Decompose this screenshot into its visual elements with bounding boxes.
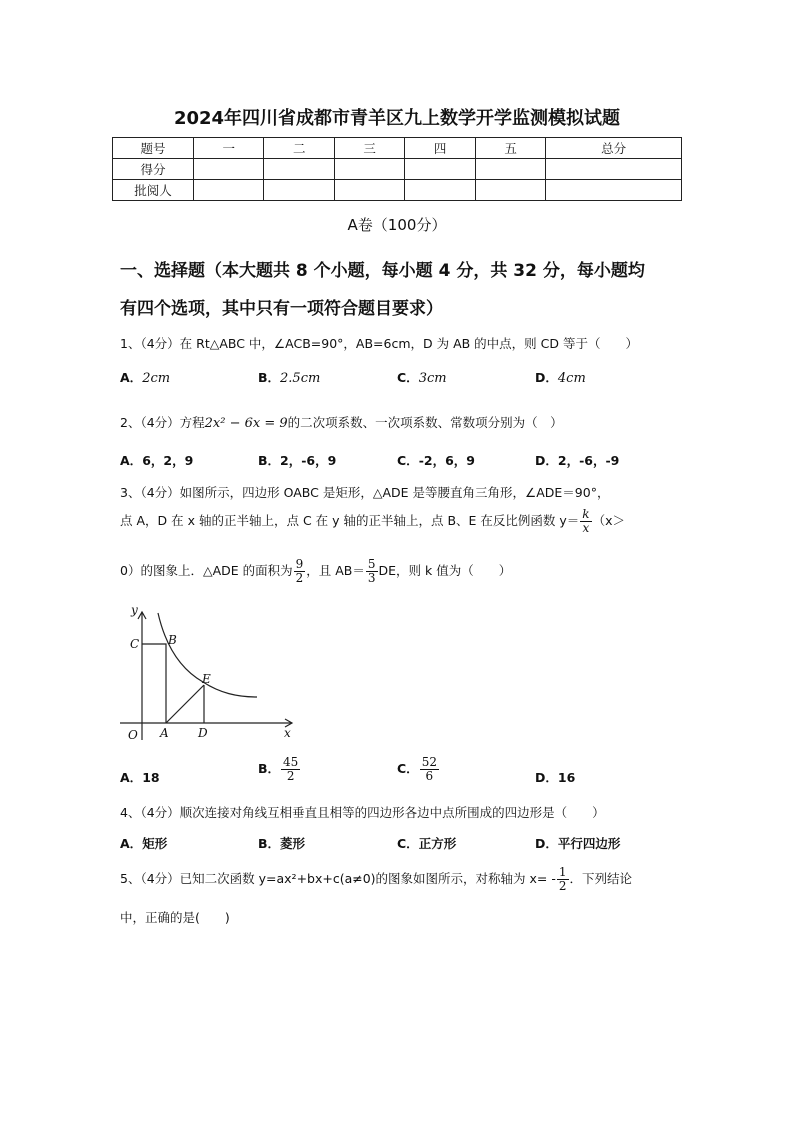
table-cell: 批阅人	[113, 180, 194, 201]
frac-den: x	[582, 521, 590, 535]
score-table-row	[113, 180, 682, 201]
fraction-5-over-3	[366, 558, 378, 585]
question-5-line1	[120, 866, 632, 893]
question-3-line2	[120, 508, 625, 535]
section-heading-line1: 一、选择题（本大题共 8 个小题，每小题 4 分，共 32 分，每小题均	[120, 261, 645, 281]
table-cell	[405, 159, 475, 180]
q1-option-b	[258, 368, 320, 386]
option-value: 矩形	[142, 836, 168, 851]
question-4: 4、（4分）顺次连接对角线互相垂直且相等的四边形各边中点所围成的四边形是（ ）	[120, 805, 605, 820]
q2-equation: 2x² − 6x = 9	[204, 416, 288, 431]
frac-num: 5	[367, 557, 376, 571]
table-cell	[546, 180, 682, 201]
segment-ae	[166, 685, 204, 723]
q1-option-c	[397, 368, 447, 386]
option-label: C．	[397, 836, 419, 851]
q2-suffix: 的二次项系数、一次项系数、常数项分别为（ ）	[287, 415, 563, 430]
q5-line1-text: 5、（4分）已知二次函数 y=ax²+bx+c(a≠0)的图象如图所示，对称轴为 x= -	[120, 871, 556, 886]
fraction-45-over-2	[281, 756, 300, 783]
option-label: A．	[120, 836, 143, 851]
frac-num: 9	[295, 557, 304, 571]
label-e: E	[202, 672, 211, 686]
table-cell: 总分	[546, 138, 682, 159]
table-cell: 四	[405, 138, 475, 159]
label-y: y	[131, 603, 138, 617]
fraction-1-over-2	[557, 866, 569, 893]
option-label: C．	[397, 370, 419, 385]
option-label: D．	[535, 836, 558, 851]
option-value: 16	[557, 770, 576, 785]
frac-num: k	[582, 507, 590, 521]
q1-option-d	[535, 368, 586, 386]
option-value: 2cm	[142, 371, 171, 386]
question-2	[120, 413, 563, 431]
option-value: 菱形	[280, 836, 306, 851]
label-d: D	[198, 726, 208, 740]
q3-option-b	[258, 756, 301, 783]
q5-line1-tail: ．下列结论	[569, 871, 633, 886]
label-o: O	[128, 728, 138, 742]
section-heading-line2: 有四个选项，其中只有一项符合题目要求）	[120, 299, 443, 319]
q3-line3-tail: DE，则 k 值为（ ）	[378, 563, 512, 578]
q1-option-a	[120, 368, 170, 386]
frac-num: 52	[421, 755, 437, 769]
q4-option-c	[397, 834, 456, 852]
option-value: 6，2，9	[142, 453, 194, 468]
table-cell	[475, 159, 545, 180]
question-1: 1、（4分）在 Rt△ABC 中，∠ACB=90°，AB=6cm，D 为 AB 的中点，则 CD 等于（ ）	[120, 336, 638, 351]
q2-option-d	[535, 451, 619, 469]
fraction-52-over-6	[420, 756, 439, 783]
q3-option-d	[535, 768, 575, 786]
option-value: 18	[142, 770, 160, 785]
option-label: D．	[535, 453, 558, 468]
score-table-row	[113, 159, 682, 180]
label-c: C	[130, 637, 140, 651]
option-label: B．	[258, 453, 281, 468]
score-table-header-row	[113, 138, 682, 159]
option-value: 3cm	[418, 371, 447, 386]
option-value: 2，-6，9	[280, 453, 337, 468]
option-value: 2.5cm	[280, 371, 321, 386]
section-a-title: A卷（100分）	[347, 216, 447, 234]
label-x: x	[284, 726, 291, 740]
option-label: D．	[535, 770, 558, 785]
q3-line3-text: 0）的图象上．△ADE 的面积为	[120, 563, 293, 578]
question-5-line2: 中，正确的是( )	[120, 910, 230, 925]
option-label: B．	[258, 836, 281, 851]
fraction-k-over-x	[580, 508, 591, 535]
option-value: 正方形	[418, 836, 457, 851]
q3-option-a	[120, 768, 160, 786]
label-a: A	[160, 726, 169, 740]
table-cell	[475, 180, 545, 201]
table-cell	[546, 159, 682, 180]
frac-den: 2	[558, 879, 567, 893]
frac-den: 2	[286, 769, 295, 783]
table-cell	[264, 159, 334, 180]
table-cell: 三	[334, 138, 404, 159]
option-label: C．	[397, 453, 419, 468]
table-cell	[334, 159, 404, 180]
question-3-line3	[120, 558, 511, 585]
q2-option-b	[258, 451, 336, 469]
table-cell: 五	[475, 138, 545, 159]
table-cell: 得分	[113, 159, 194, 180]
frac-den: 2	[295, 571, 304, 585]
table-cell	[194, 180, 264, 201]
option-label: B．	[258, 761, 281, 776]
table-cell	[264, 180, 334, 201]
frac-num: 1	[558, 865, 567, 879]
option-label: A．	[120, 370, 143, 385]
q3-line2-text: 点 A，D 在 x 轴的正半轴上，点 C 在 y 轴的正半轴上，点 B、E 在反比例函数 y＝	[120, 513, 580, 528]
frac-den: 3	[367, 571, 376, 585]
q2-option-a	[120, 451, 193, 469]
label-b: B	[168, 633, 177, 647]
q4-option-d	[535, 834, 620, 852]
frac-num: 45	[283, 755, 299, 769]
option-value: 平行四边形	[557, 836, 621, 851]
q4-option-b	[258, 834, 305, 852]
page-title: 2024年四川省成都市青羊区九上数学开学监测模拟试题	[173, 108, 621, 129]
q3-line2-tail: （x＞	[592, 513, 625, 528]
q2-option-c	[397, 451, 475, 469]
question-3-line1: 3、（4分）如图所示，四边形 OABC 是矩形，△ADE 是等腰直角三角形，∠ADE＝90°，	[120, 485, 610, 500]
option-value: -2，6，9	[418, 453, 475, 468]
option-label: A．	[120, 770, 143, 785]
table-cell	[194, 159, 264, 180]
q4-option-a	[120, 834, 167, 852]
option-label: A．	[120, 453, 143, 468]
option-value: 2，-6，-9	[557, 453, 620, 468]
option-label: C．	[397, 761, 419, 776]
table-cell: 二	[264, 138, 334, 159]
rectangle-oabc	[142, 644, 166, 723]
table-cell: 一	[194, 138, 264, 159]
q3-figure	[112, 600, 302, 750]
table-cell	[334, 180, 404, 201]
score-table	[112, 137, 682, 201]
option-label: D．	[535, 370, 558, 385]
fraction-9-over-2	[294, 558, 306, 585]
option-label: B．	[258, 370, 281, 385]
frac-den: 6	[425, 769, 434, 783]
table-cell	[405, 180, 475, 201]
q3-option-c	[397, 756, 440, 783]
q2-prefix: 2、（4分）方程	[120, 415, 205, 430]
q3-line3-mid: ，且 AB＝	[306, 563, 365, 578]
table-cell: 题号	[113, 138, 194, 159]
option-value: 4cm	[557, 371, 586, 386]
